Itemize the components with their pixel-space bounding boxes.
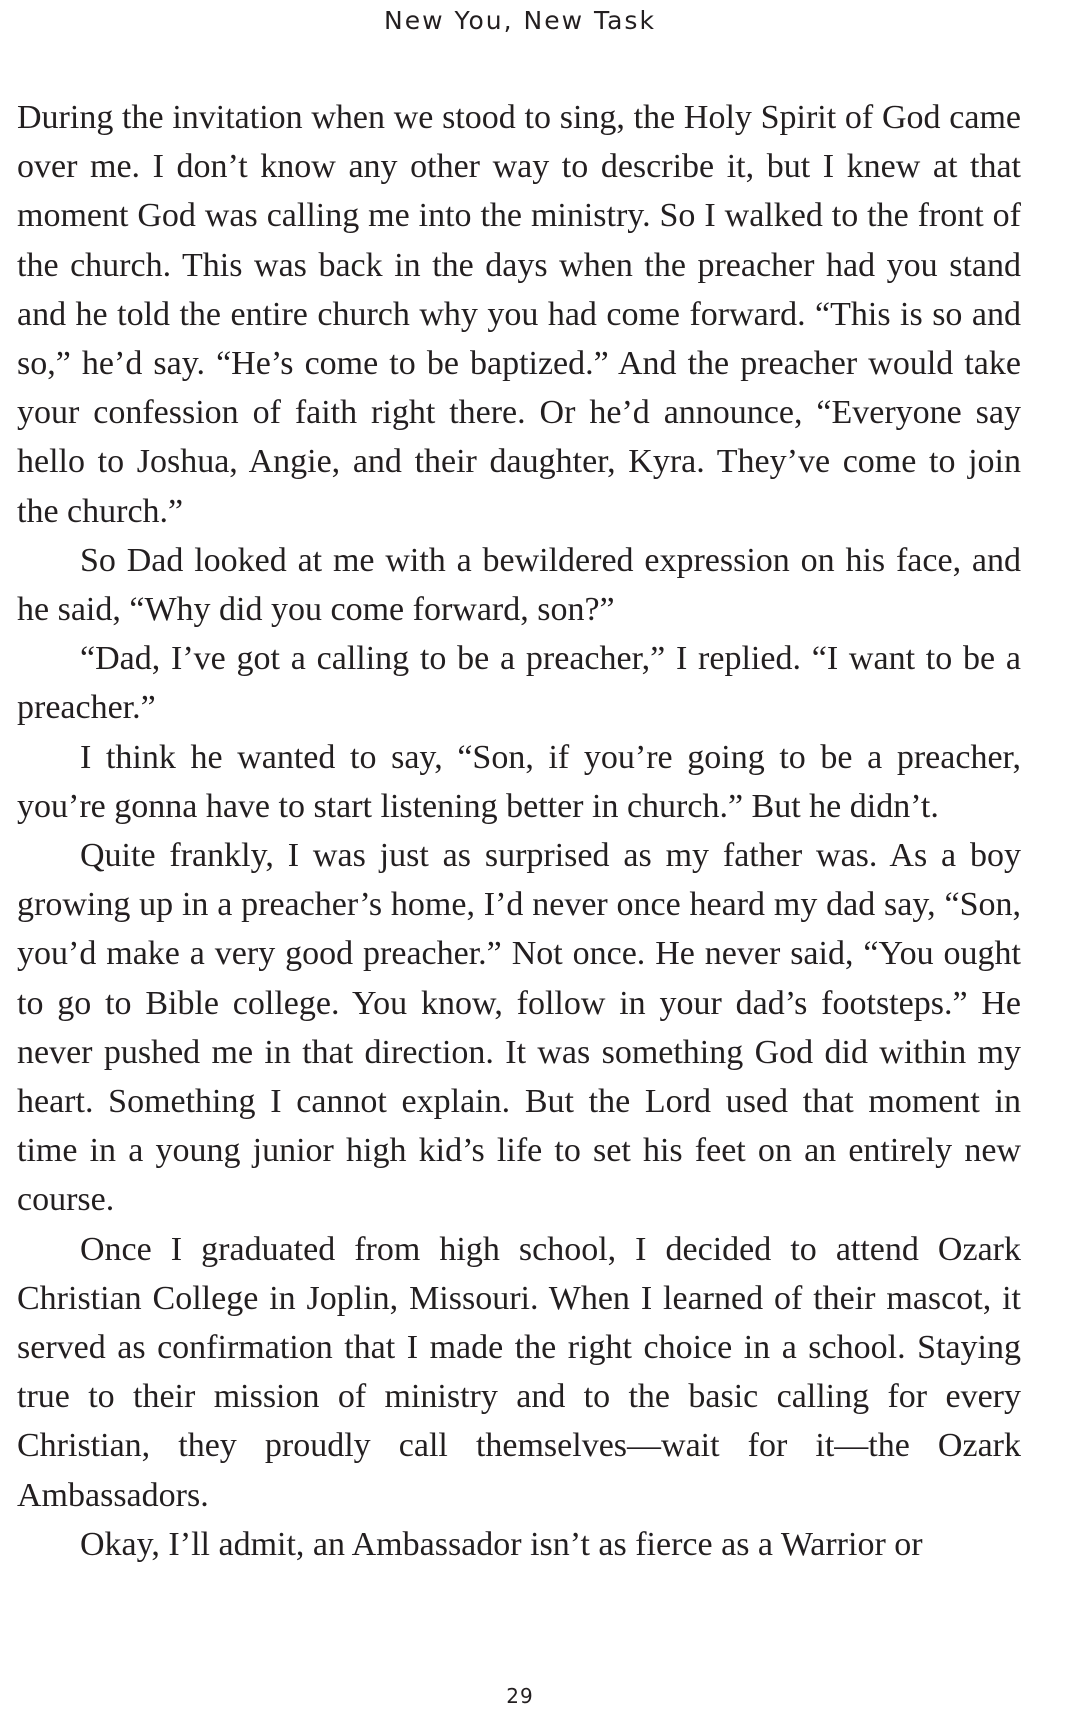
- body-text: [17, 93, 1021, 1569]
- paragraph: “Dad, I’ve got a calling to be a preacher,” I replied. “I want to be a preacher.”: [17, 640, 1021, 727]
- running-head: New You, New Task: [384, 6, 656, 35]
- page-number: 29: [506, 1684, 534, 1708]
- paragraph: Okay, I’ll admit, an Ambassador isn’t as fierce as a Warrior or: [80, 1525, 923, 1563]
- paragraph: During the invitation when we stood to sing, the Holy Spirit of God came over me. I don’t know any other way to describe it, but I knew at that moment God was calling me into the ministry. So I walked to the front of the church. This was back in the days when the preacher had you stand and he told the entire church why you had come forward. “This is so and so,” he’d say. “He’s come to be baptized.” And the preacher would take your confession of faith right there. Or he’d announce, “Everyone say hello to Joshua, Angie, and their daughter, Kyra. They’ve come to join the church.”: [17, 99, 1021, 530]
- paragraph: So Dad looked at me with a bewildered expression on his face, and he said, “Why did you come forward, son?”: [17, 541, 1021, 629]
- paragraph: Once I graduated from high school, I decided to attend Ozark Christian College in Joplin, Missouri. When I learned of their mascot, it served as confirmation that I made the right choice in a school. Staying true to their mission of ministry and to the basic calling for every Christian, they proudly call themselves—wait for it—the Ozark Ambassadors.: [17, 1230, 1021, 1514]
- paragraph: I think he wanted to say, “Son, if you’re going to be a preacher, you’re gonna have to start listening better in church.” But he didn’t.: [17, 738, 1021, 825]
- paragraph: Quite frankly, I was just as surprised as my father was. As a boy growing up in a preacher’s home, I’d never once heard my dad say, “Son, you’d make a very good preacher.” Not once. He never said, “You ought to go to Bible college. You know, follow in your dad’s footsteps.” He never pushed me in that direction. It was something God did within my heart. Something I cannot explain. But the Lord used that moment in time in a young junior high kid’s life to set his feet on an entirely new course.: [17, 837, 1021, 1219]
